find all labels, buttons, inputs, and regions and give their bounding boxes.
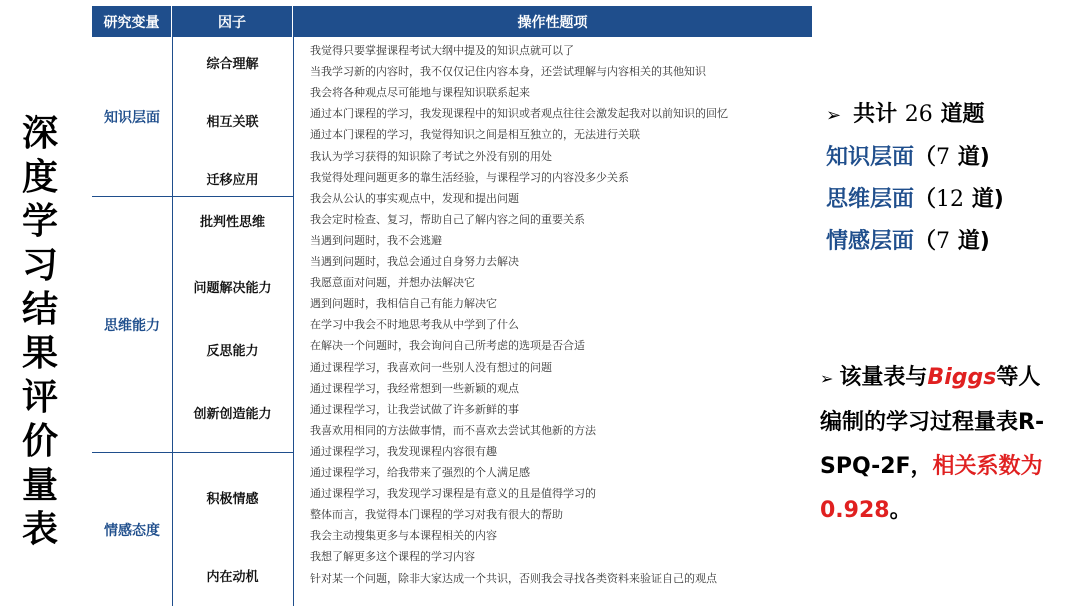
item-row: 在学习中我会不时地思考我从中学到了什么	[310, 318, 519, 332]
title-char: 深	[21, 113, 58, 154]
factor-label: 问题解决能力	[193, 280, 272, 296]
variable-emotion: 情感态度	[104, 522, 160, 539]
title-char: 果	[21, 333, 58, 374]
item-row: 我觉得处理问题更多的靠生活经验，与课程学习的内容没多少关系	[310, 170, 629, 184]
variable-thinking: 思维能力	[104, 317, 160, 334]
column-divider	[293, 37, 294, 606]
item-row: 通过课程学习，我喜欢问一些别人没有想过的问题	[310, 360, 552, 374]
factor-label: 综合理解	[206, 56, 259, 72]
item-row: 遇到问题时，我相信自己有能力解决它	[310, 297, 497, 311]
item-row: 当我学习新的内容时，我不仅仅记住内容本身，还尝试理解与内容相关的其他知识	[310, 65, 706, 79]
arrow-bullet-icon: ➢	[826, 105, 842, 126]
title-char: 习	[21, 245, 58, 286]
item-row: 我喜欢用相同的方法做事情，而不喜欢去尝试其他新的方法	[310, 423, 596, 437]
item-row: 我会主动搜集更多与本课程相关的内容	[310, 529, 497, 543]
factor-label: 创新创造能力	[193, 406, 272, 422]
header-variable: 研究变量	[92, 6, 172, 37]
item-row: 在解决一个问题时，我会询问自己所考虑的选项是否合适	[310, 339, 585, 353]
item-row: 我会将各种观点尽可能地与课程知识联系起来	[310, 86, 530, 100]
title-char: 评	[21, 377, 58, 418]
factor-label: 积极情感	[206, 491, 259, 507]
summary-block	[826, 94, 1004, 263]
summary-level: 知识层面（7 道)	[826, 145, 990, 170]
title-char: 表	[21, 509, 58, 550]
item-row: 通过课程学习，我经常想到一些新颖的观点	[310, 381, 519, 395]
item-row: 我会从公认的事实观点中，发现和提出问题	[310, 191, 519, 205]
scale-table	[92, 6, 812, 606]
title-char: 度	[21, 157, 58, 198]
header-factor: 因子	[172, 6, 293, 37]
correlation-note: ➢ 该量表与Biggs等人编制的学习过程量表R-SPQ-2F，相关系数为0.928。	[820, 365, 1045, 523]
variable-knowledge: 知识层面	[104, 109, 160, 126]
item-row: 我愿意面对问题，并想办法解决它	[310, 276, 475, 290]
factor-label: 反思能力	[206, 343, 259, 359]
factor-label: 迁移应用	[206, 172, 259, 188]
item-row: 当遇到问题时，我总会通过自身努力去解决	[310, 255, 519, 268]
item-row: 我认为学习获得的知识除了考试之外没有别的用处	[310, 149, 552, 163]
item-row: 通过课程学习，让我尝试做了许多新鲜的事	[310, 402, 519, 416]
item-row: 通过课程学习，我发现课程内容很有趣	[310, 444, 497, 458]
item-row: 针对某一个问题，除非大家达成一个共识，否则我会寻找各类资料来验证自己的观点	[310, 571, 717, 585]
item-row: 通过本门课程的学习，我觉得知识之间是相互独立的，无法进行关联	[310, 128, 640, 142]
item-row: 当遇到问题时，我不会逃避	[310, 233, 442, 247]
factor-label: 批判性思维	[199, 214, 265, 230]
title-char: 量	[21, 465, 58, 506]
factor-label: 相互关联	[206, 114, 259, 130]
summary-level: 情感层面（7 道)	[826, 229, 990, 254]
factor-label: 内在动机	[206, 569, 259, 585]
item-row: 整体而言，我觉得本门课程的学习对我有很大的帮助	[310, 508, 563, 522]
summary-level: 思维层面（12 道)	[826, 187, 1004, 212]
item-row: 我觉得只要掌握课程考试大纲中提及的知识点就可以了	[310, 44, 574, 57]
arrow-bullet-icon: ➢	[820, 369, 834, 388]
title-char: 学	[21, 201, 58, 242]
page-title	[16, 112, 64, 552]
item-row: 通过课程学习，给我带来了强烈的个人满足感	[310, 466, 530, 479]
item-row: 我想了解更多这个课程的学习内容	[310, 550, 475, 564]
item-row: 我会定时检查、复习，帮助自己了解内容之间的重要关系	[310, 212, 585, 226]
title-char: 价	[21, 421, 58, 462]
header-items: 操作性题项	[293, 6, 812, 37]
summary-total: ➢ 共计 26 道题	[826, 102, 985, 127]
item-row: 通过课程学习，我发现学习课程是有意义的且是值得学习的	[310, 487, 596, 501]
item-row: 通过本门课程的学习，我发现课程中的知识或者观点往往会激发起我对以前知识的回忆	[310, 107, 728, 121]
title-char: 结	[21, 289, 58, 330]
